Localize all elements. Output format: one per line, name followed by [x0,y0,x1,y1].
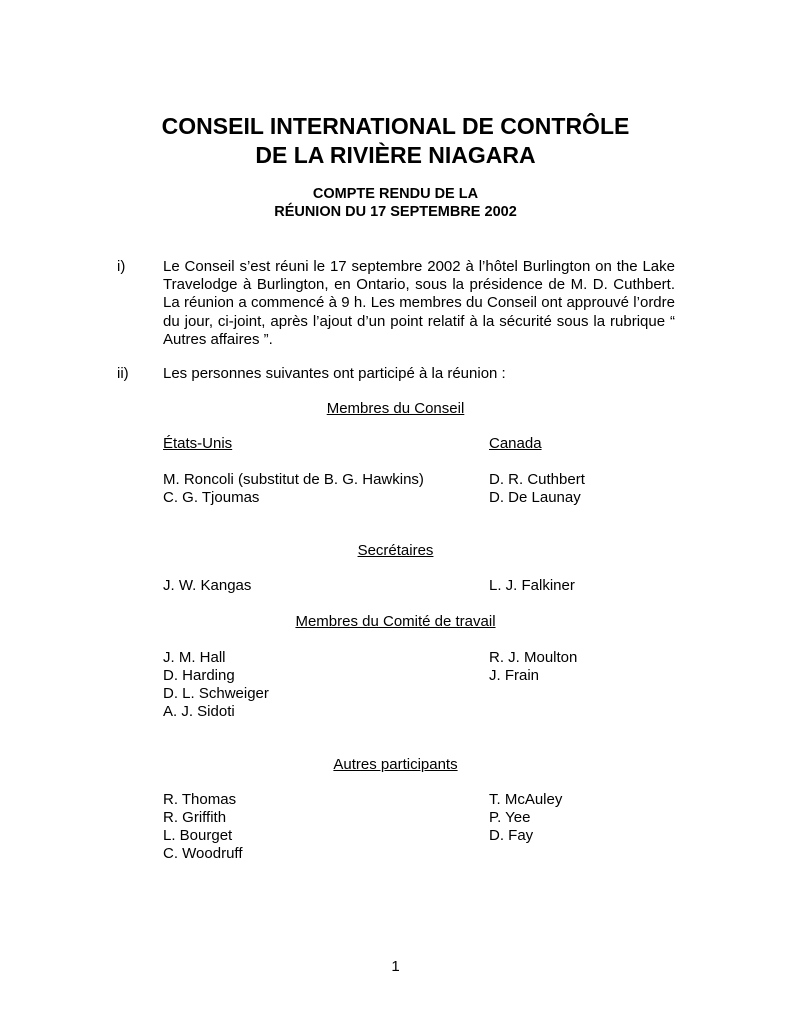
other-participant: R. Thomas [163,791,237,808]
committee-member-us: A. J. Sidoti [163,703,235,720]
document-title-line-2: DE LA RIVIÈRE NIAGARA [255,142,536,168]
working-committee-heading: Membres du Comité de travail [295,613,496,630]
council-member-us: M. Roncoli (substitut de B. G. Hawkins) [163,471,424,488]
other-participant: R. Griffith [163,809,227,826]
committee-member-canada: J. Frain [489,667,540,684]
document-title-line-1: CONSEIL INTERNATIONAL DE CONTRÔLE [161,113,630,139]
committee-member-us: J. M. Hall [163,649,226,666]
committee-member-us: D. L. Schweiger [163,685,269,702]
other-participant: T. McAuley [489,791,563,808]
council-member-canada: D. De Launay [489,489,581,506]
others-heading: Autres participants [333,756,458,773]
secretary-canada: L. J. Falkiner [489,577,575,594]
council-left-heading: États-Unis [163,435,233,452]
secretaries-heading: Secrétaires [357,542,434,559]
committee-member-us: D. Harding [163,667,235,684]
item-text-ii: Les personnes suivantes ont participé à la réunion : [163,365,506,382]
secretary-us: J. W. Kangas [163,577,252,594]
item-marker-i: i) [117,258,126,275]
subtitle-line-1: COMPTE RENDU DE LA [312,186,479,202]
item-marker-ii: ii) [117,365,129,382]
item-text-i: Le Conseil s’est réuni le 17 septembre 2002 à l’hôtel Burlington on the Lake Travelodge à Burlington, en Ontario, sous la présidence de M. D. Cuthbert. La réunion a commencé à 9 h. Les membres du Conseil ont approuvé l’ordre du jour, ci-joint, après l’ajout d’un point relatif à la sécurité sous la rubrique “ Autres affaires ”. [163,258,675,348]
committee-member-canada: R. J. Moulton [489,649,578,666]
page-number: 1 [391,958,400,975]
council-member-us: C. G. Tjoumas [163,489,260,506]
other-participant: L. Bourget [163,827,233,844]
other-participant: P. Yee [489,809,531,826]
other-participant: C. Woodruff [163,845,243,862]
council-right-heading: Canada [489,435,542,452]
council-member-canada: D. R. Cuthbert [489,471,585,488]
subtitle-line-2: RÉUNION DU 17 SEPTEMBRE 2002 [274,204,517,220]
other-participant: D. Fay [489,827,534,844]
council-heading: Membres du Conseil [326,400,465,417]
